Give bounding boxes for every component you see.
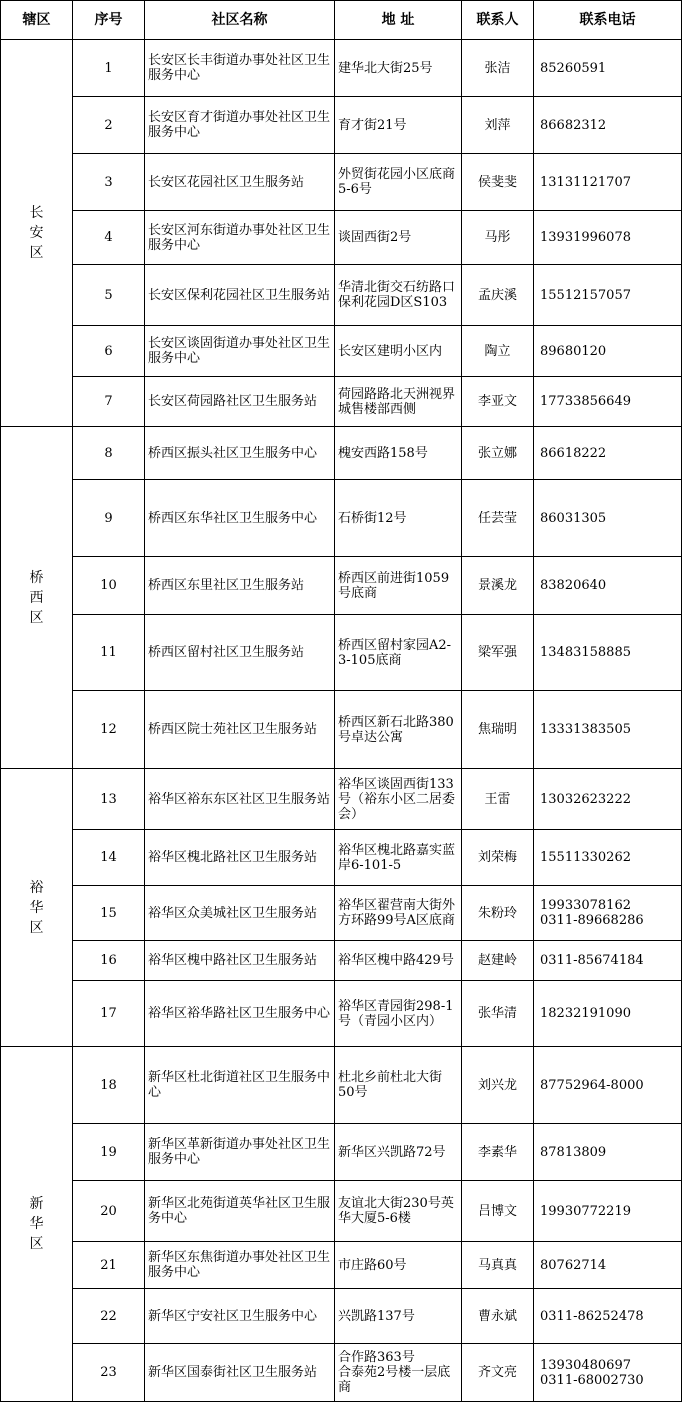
community-name: 裕华区裕华路社区卫生服务中心: [145, 981, 335, 1047]
contact-person: 马彤: [462, 211, 534, 265]
contact-person: 张洁: [462, 40, 534, 97]
address-cell: 裕华区槐中路429号: [335, 941, 462, 981]
row-number: 20: [73, 1181, 145, 1242]
table-row: [1, 211, 682, 265]
address-cell: 裕华区翟营南大街外方环路99号A区底商: [335, 886, 462, 941]
community-name: 长安区谈固街道办事处社区卫生服务中心: [145, 326, 335, 377]
row-number: 17: [73, 981, 145, 1047]
phone-cell: 86618222: [534, 427, 682, 480]
phone-cell: 19930772219: [534, 1181, 682, 1242]
phone-cell: 80762714: [534, 1242, 682, 1289]
address-cell: 桥西区留村家园A2-3-105底商: [335, 615, 462, 691]
row-number: 2: [73, 97, 145, 154]
community-name: 新华区国泰街社区卫生服务站: [145, 1344, 335, 1402]
address-cell: 合作路363号 合泰苑2号楼一层底商: [335, 1344, 462, 1402]
contact-person: 朱粉玲: [462, 886, 534, 941]
phone-cell: 86682312: [534, 97, 682, 154]
row-number: 19: [73, 1124, 145, 1181]
community-name: 长安区花园社区卫生服务站: [145, 154, 335, 211]
phone-cell: 13032623222: [534, 769, 682, 830]
table-row: [1, 97, 682, 154]
table-row: [1, 427, 682, 480]
table-body: [1, 40, 682, 1402]
row-number: 11: [73, 615, 145, 691]
district-cell: 新 华 区: [1, 1047, 73, 1402]
table-row: [1, 981, 682, 1047]
table-row: [1, 691, 682, 769]
row-number: 6: [73, 326, 145, 377]
community-name: 长安区长丰街道办事处社区卫生服务中心: [145, 40, 335, 97]
contact-person: 张华清: [462, 981, 534, 1047]
table-row: [1, 1242, 682, 1289]
table-row: [1, 377, 682, 427]
table-row: [1, 154, 682, 211]
table-row: [1, 615, 682, 691]
table-row: [1, 557, 682, 615]
address-cell: 育才街21号: [335, 97, 462, 154]
community-name: 长安区保利花园社区卫生服务站: [145, 265, 335, 326]
community-name: 桥西区留村社区卫生服务站: [145, 615, 335, 691]
community-name: 新华区革新街道办事处社区卫生服务中心: [145, 1124, 335, 1181]
header-address: 地 址: [335, 1, 462, 40]
contact-person: 孟庆溪: [462, 265, 534, 326]
phone-cell: 85260591: [534, 40, 682, 97]
address-cell: 裕华区谈固西街133号（裕东小区二居委会）: [335, 769, 462, 830]
phone-cell: 87813809: [534, 1124, 682, 1181]
community-name: 长安区河东街道办事处社区卫生服务中心: [145, 211, 335, 265]
contact-person: 刘兴龙: [462, 1047, 534, 1124]
community-name: 裕华区众美城社区卫生服务站: [145, 886, 335, 941]
header-row: [1, 1, 682, 40]
row-number: 14: [73, 830, 145, 886]
community-name: 新华区东焦街道办事处社区卫生服务中心: [145, 1242, 335, 1289]
table-row: [1, 769, 682, 830]
contact-person: 王雷: [462, 769, 534, 830]
contact-person: 焦瑞明: [462, 691, 534, 769]
phone-cell: 19933078162 0311-89668286: [534, 886, 682, 941]
phone-cell: 13131121707: [534, 154, 682, 211]
table-row: [1, 1124, 682, 1181]
table-row: [1, 1289, 682, 1344]
address-cell: 杜北乡前杜北大街50号: [335, 1047, 462, 1124]
table-row: [1, 326, 682, 377]
row-number: 7: [73, 377, 145, 427]
phone-cell: 15512157057: [534, 265, 682, 326]
contact-person: 吕博文: [462, 1181, 534, 1242]
community-name: 裕华区槐中路社区卫生服务站: [145, 941, 335, 981]
header-contact: 联系人: [462, 1, 534, 40]
contact-person: 张立娜: [462, 427, 534, 480]
phone-cell: 13483158885: [534, 615, 682, 691]
district-cell: 桥 西 区: [1, 427, 73, 769]
contact-person: 曹永斌: [462, 1289, 534, 1344]
phone-cell: 18232191090: [534, 981, 682, 1047]
row-number: 5: [73, 265, 145, 326]
phone-cell: 13331383505: [534, 691, 682, 769]
address-cell: 石桥街12号: [335, 480, 462, 557]
row-number: 22: [73, 1289, 145, 1344]
phone-cell: 87752964-8000: [534, 1047, 682, 1124]
table-row: [1, 1181, 682, 1242]
community-name: 桥西区东华社区卫生服务中心: [145, 480, 335, 557]
row-number: 3: [73, 154, 145, 211]
community-name: 桥西区振头社区卫生服务中心: [145, 427, 335, 480]
community-name: 裕华区裕东东区社区卫生服务站: [145, 769, 335, 830]
contact-person: 赵建岭: [462, 941, 534, 981]
address-cell: 槐安西路158号: [335, 427, 462, 480]
contact-person: 任芸莹: [462, 480, 534, 557]
table-row: [1, 1047, 682, 1124]
phone-cell: 83820640: [534, 557, 682, 615]
contact-person: 马真真: [462, 1242, 534, 1289]
contact-person: 刘荣梅: [462, 830, 534, 886]
phone-cell: 89680120: [534, 326, 682, 377]
district-cell: 长 安 区: [1, 40, 73, 427]
table-row: [1, 480, 682, 557]
table-row: [1, 265, 682, 326]
address-cell: 裕华区青园街298-1号（青园小区内）: [335, 981, 462, 1047]
row-number: 18: [73, 1047, 145, 1124]
community-name: 新华区宁安社区卫生服务中心: [145, 1289, 335, 1344]
address-cell: 市庄路60号: [335, 1242, 462, 1289]
phone-cell: 17733856649: [534, 377, 682, 427]
row-number: 8: [73, 427, 145, 480]
contact-person: 陶立: [462, 326, 534, 377]
community-name: 桥西区院士苑社区卫生服务站: [145, 691, 335, 769]
community-name: 长安区育才街道办事处社区卫生服务中心: [145, 97, 335, 154]
community-name: 桥西区东里社区卫生服务站: [145, 557, 335, 615]
address-cell: 裕华区槐北路嘉实蓝岸6-101-5: [335, 830, 462, 886]
phone-cell: 86031305: [534, 480, 682, 557]
phone-cell: 15511330262: [534, 830, 682, 886]
community-name: 裕华区槐北路社区卫生服务站: [145, 830, 335, 886]
row-number: 23: [73, 1344, 145, 1402]
contact-person: 梁军强: [462, 615, 534, 691]
row-number: 4: [73, 211, 145, 265]
community-name: 新华区北苑街道英华社区卫生服务中心: [145, 1181, 335, 1242]
address-cell: 桥西区新石北路380号卓达公寓: [335, 691, 462, 769]
address-cell: 兴凯路137号: [335, 1289, 462, 1344]
contact-person: 齐文亮: [462, 1344, 534, 1402]
address-cell: 外贸街花园小区底商5-6号: [335, 154, 462, 211]
address-cell: 谈固西街2号: [335, 211, 462, 265]
contact-person: 景溪龙: [462, 557, 534, 615]
community-name: 新华区杜北街道社区卫生服务中心: [145, 1047, 335, 1124]
address-cell: 华清北街交石纺路口保利花园D区S103: [335, 265, 462, 326]
header-name: 社区名称: [145, 1, 335, 40]
phone-cell: 13930480697 0311-68002730: [534, 1344, 682, 1402]
phone-cell: 13931996078: [534, 211, 682, 265]
address-cell: 建华北大街25号: [335, 40, 462, 97]
row-number: 16: [73, 941, 145, 981]
header-district: 辖区: [1, 1, 73, 40]
phone-cell: 0311-85674184: [534, 941, 682, 981]
row-number: 1: [73, 40, 145, 97]
table-row: [1, 886, 682, 941]
district-cell: 裕 华 区: [1, 769, 73, 1047]
table-row: [1, 1344, 682, 1402]
row-number: 10: [73, 557, 145, 615]
row-number: 9: [73, 480, 145, 557]
row-number: 13: [73, 769, 145, 830]
row-number: 12: [73, 691, 145, 769]
phone-cell: 0311-86252478: [534, 1289, 682, 1344]
address-cell: 长安区建明小区内: [335, 326, 462, 377]
address-cell: 新华区兴凯路72号: [335, 1124, 462, 1181]
contact-person: 侯斐斐: [462, 154, 534, 211]
header-no: 序号: [73, 1, 145, 40]
header-phone: 联系电话: [534, 1, 682, 40]
contact-person: 李亚文: [462, 377, 534, 427]
table-row: [1, 830, 682, 886]
contact-person: 李素华: [462, 1124, 534, 1181]
address-cell: 友谊北大街230号英华大厦5-6楼: [335, 1181, 462, 1242]
address-cell: 桥西区前进街1059号底商: [335, 557, 462, 615]
community-name: 长安区荷园路社区卫生服务站: [145, 377, 335, 427]
table-row: [1, 40, 682, 97]
row-number: 21: [73, 1242, 145, 1289]
contact-person: 刘萍: [462, 97, 534, 154]
address-cell: 荷园路路北天洲视界城售楼部西侧: [335, 377, 462, 427]
table-row: [1, 941, 682, 981]
row-number: 15: [73, 886, 145, 941]
